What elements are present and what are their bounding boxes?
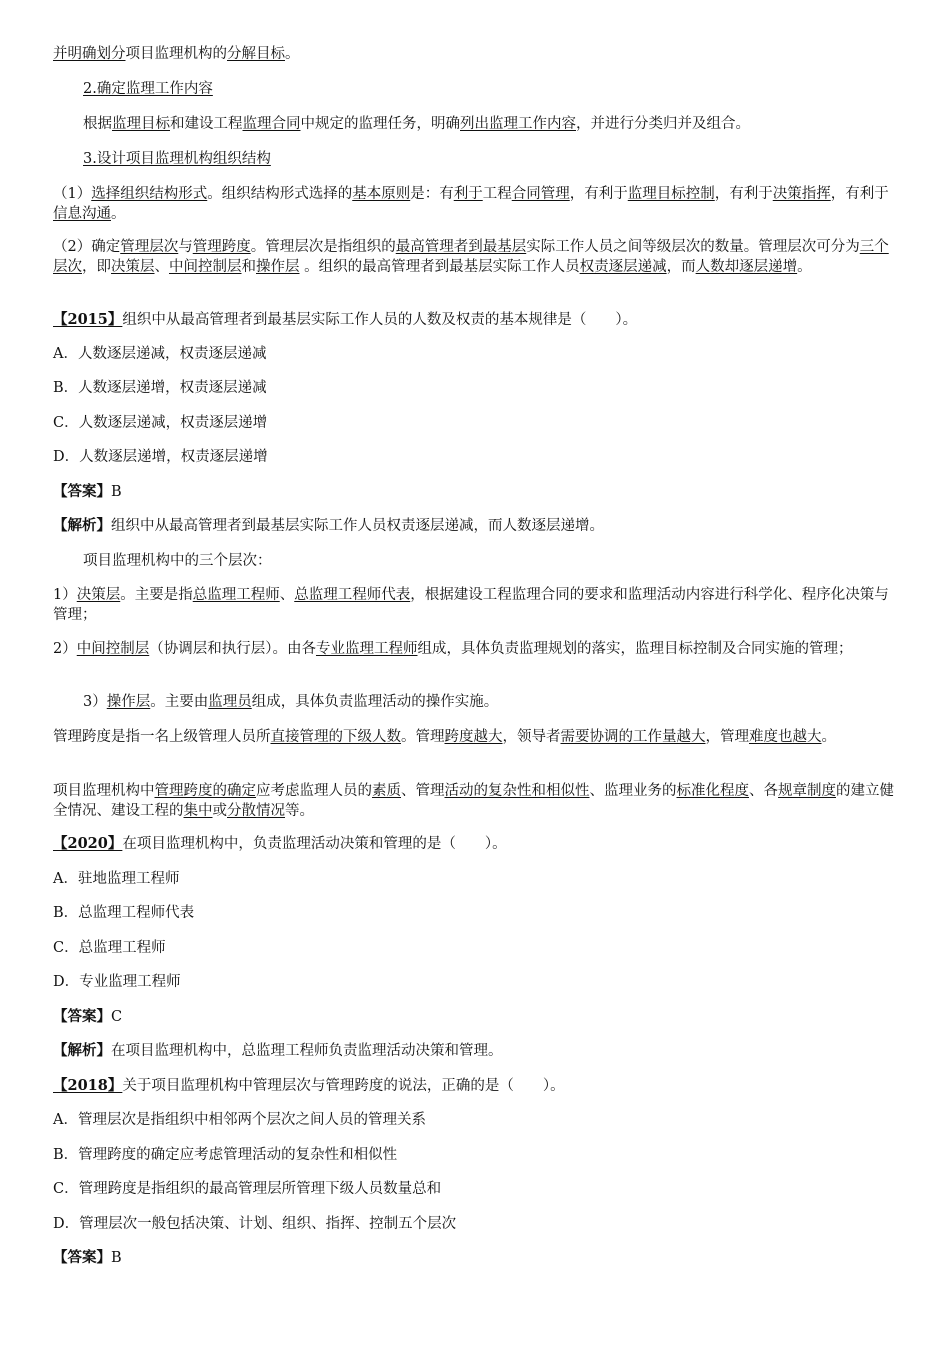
underlined-term: 总监理工程师代表 [294,587,411,603]
text-segment: 1） [53,587,77,603]
text-segment: （1） [53,186,92,202]
text-segment: 和建设工程 [170,116,243,132]
text-segment: D．人数逐层递增，权责逐层递增 [53,449,268,465]
underlined-term: 分散情况 [227,803,285,819]
text-segment: 3） [83,694,107,710]
underlined-term: 总监理工程师 [192,587,280,603]
underlined-term: 权责逐层递减 [579,259,667,275]
text-segment: 项目监理机构中 [53,783,155,799]
underlined-term: 监理目标 [112,116,170,132]
text-line [53,482,898,502]
underlined-term: 规章制度 [778,783,836,799]
underlined-term: 决策指挥 [772,186,831,202]
text-segment: 组成，具体负责监理规划的落实，监理目标控制及合同实施的管理； [417,641,853,657]
text-line [53,972,898,992]
text-line [53,344,898,364]
text-line [53,516,898,536]
text-line [83,149,898,169]
text-segment: 等。 [285,803,314,819]
text-segment: （协调层和执行层）。由各 [149,641,316,657]
underlined-term: 专业监理工程师 [315,641,418,657]
bold-label: 【2020】 [53,835,123,852]
text-segment: 管理跨度是指一名上级管理人员所 [53,729,271,745]
text-segment: 是：有 [410,186,454,202]
text-line [83,551,898,571]
underlined-term: 监理合同 [242,116,301,132]
text-segment: 组织中从最高管理者到最基层实际工作人员的人数及权责的基本规律是（ ）。 [122,312,638,328]
text-segment: D．管理层次一般包括决策、计划、组织、指挥、控制五个层次 [53,1216,457,1232]
text-segment: C．管理跨度是指组织的最高管理层所管理下级人员数量总和 [53,1181,442,1197]
underlined-term: 集中 [183,803,213,819]
bold-label: 【答案】 [53,1008,111,1025]
text-segment: 、监理业务的 [589,783,677,799]
bold-label: 【答案】 [53,483,111,500]
text-segment: 组织中从最高管理者到最基层实际工作人员权责逐层递减，而人数逐层递增。 [111,518,604,534]
text-segment: C．人数逐层递减，权责逐层递增 [53,415,268,431]
text-line [53,727,898,747]
text-segment: 。组织结构形式选择的 [207,186,353,202]
underlined-term: 信息沟通 [53,206,111,222]
text-segment: 。 [797,259,812,275]
text-segment: （2）确定 [53,239,121,255]
text-segment: A．人数逐层递减，权责逐层递减 [53,346,267,362]
bold-label: 【解析】 [53,517,111,534]
text-segment: ，并进行分类归并及组合。 [576,116,750,132]
text-line [53,413,898,433]
bold-label: 【解析】 [53,1042,111,1059]
text-line [83,114,898,134]
text-segment: 组成，具体负责监理活动的操作实施。 [251,694,499,710]
text-line [53,184,898,224]
underlined-term: 管理跨度 [192,239,251,255]
text-segment: B．管理跨度的确定应考虑管理活动的复杂性和相似性 [53,1147,398,1163]
text-line [53,903,898,923]
text-line [53,1007,898,1027]
text-line [53,44,898,64]
text-segment: ，领导者 [502,729,561,745]
underlined-term: 直接管理的下级人数 [270,729,401,745]
text-segment: ，而 [666,259,696,275]
text-segment: 在项目监理机构中，负责监理活动决策和管理的是（ ）。 [122,836,507,852]
bold-label: 【2015】 [53,311,123,328]
underlined-term: 列出监理工作内容 [460,116,576,132]
bold-label: 【答案】 [53,1249,111,1266]
text-segment: 、 [279,587,295,603]
text-line [53,1214,898,1234]
text-segment: 、各 [749,783,778,799]
underlined-term: 基本原则 [352,186,411,202]
underlined-term: 3.设计项目监理机构组织结构 [83,151,271,167]
text-line [53,938,898,958]
text-segment: ，即 [82,259,111,275]
text-segment: B．人数逐层递增，权责逐层递减 [53,380,267,396]
text-segment: 在项目监理机构中，总监理工程师负责监理活动决策和管理。 [111,1043,503,1059]
text-segment: 的建立健全情况、建设工程的 [53,783,894,819]
text-segment: 或 [212,803,227,819]
text-segment: 。 [111,206,126,222]
text-segment: 工程 [482,186,512,202]
underlined-term: 管理层次 [120,239,179,255]
underlined-term: 跨度越大 [444,729,503,745]
text-line [53,869,898,889]
text-segment: 实际工作人员之间等级层次的数量。管理层次可分为 [526,239,860,255]
underlined-term: 合同管理 [511,186,570,202]
text-line [83,79,898,99]
text-segment: 。主要是指 [120,587,193,603]
text-segment: 。 [821,729,836,745]
text-segment: 、 [154,259,169,275]
underlined-term: 并明确划分 [53,46,126,62]
text-segment: 2） [53,641,77,657]
text-segment: ，管理 [705,729,749,745]
text-line [83,692,898,712]
text-line [53,1248,898,1268]
text-segment: D．专业监理工程师 [53,974,181,990]
text-line [53,237,898,277]
bold-label: 【2018】 [53,1077,123,1094]
text-segment: ，根据建设工程监理合同的要求和监理活动内容进行科学化、程序化决策与管理； [53,587,889,623]
underlined-term: 决策层 [76,587,121,603]
text-segment: 。管理层次是指组织的 [250,239,396,255]
underlined-term: 标准化程度 [676,783,749,799]
underlined-term: 人数却逐层递增 [695,259,798,275]
text-segment: 应考虑监理人员的 [256,783,372,799]
text-line [53,781,898,821]
underlined-term: 管理跨度的确定 [154,783,256,799]
text-segment: C [111,1009,123,1025]
underlined-term: 决策层 [111,259,155,275]
text-line [53,1145,898,1165]
text-segment: 、管理 [401,783,445,799]
text-segment: A．驻地监理工程师 [53,871,180,887]
text-line [53,1110,898,1130]
underlined-term: 中间控制层 [76,641,150,657]
underlined-term: 操作层 [106,694,151,710]
underlined-term: 中间控制层 [169,259,242,275]
underlined-term: 难度也越大 [749,729,822,745]
underlined-term: 活动的复杂性和相似性 [444,783,590,799]
text-segment: 。主要由 [150,694,209,710]
text-line [53,378,898,398]
text-segment: B．总监理工程师代表 [53,905,195,921]
text-line [53,1179,898,1199]
underlined-term: 监理员 [208,694,252,710]
text-segment: 与 [178,239,193,255]
underlined-term: 监理目标控制 [627,186,715,202]
text-line [53,834,898,854]
underlined-term: 分解目标 [227,46,285,62]
text-segment: 中规定的监理任务，明确 [300,116,460,132]
text-segment: B [111,1250,122,1266]
text-segment: B [111,484,122,500]
underlined-term: 素质 [372,783,401,799]
text-line [53,585,898,625]
text-line [53,1041,898,1061]
text-segment: 和 [241,259,256,275]
text-segment: 关于项目监理机构中管理层次与管理跨度的说法，正确的是（ ）。 [122,1078,565,1094]
text-segment: A．管理层次是指组织中相邻两个层次之间人员的管理关系 [53,1112,426,1128]
text-line [53,447,898,467]
text-segment: 项目监理机构中的三个层次： [83,553,272,569]
underlined-term: 三个层次 [53,239,889,275]
text-segment: 根据 [83,116,112,132]
text-line [53,639,898,659]
underlined-term: 选择组织结构形式 [91,186,208,202]
text-line [53,1076,898,1096]
text-segment: C．总监理工程师 [53,940,166,956]
underlined-term: 需要协调的工作量越大 [560,729,706,745]
text-line [53,310,898,330]
text-segment: 。组织的最高管理者到最基层实际工作人员 [299,259,580,275]
underlined-term: 最高管理者到最基层 [395,239,527,255]
underlined-term: 2.确定监理工作内容 [83,81,213,97]
underlined-term: 利于 [453,186,483,202]
text-segment: ，有利于 [569,186,628,202]
underlined-term: 操作层 [256,259,300,275]
text-segment: ，有利于 [830,186,889,202]
text-segment: ，有利于 [714,186,773,202]
text-segment: 。 [285,46,300,62]
text-segment: 项目监理机构的 [125,46,227,62]
text-segment: 。管理 [401,729,445,745]
